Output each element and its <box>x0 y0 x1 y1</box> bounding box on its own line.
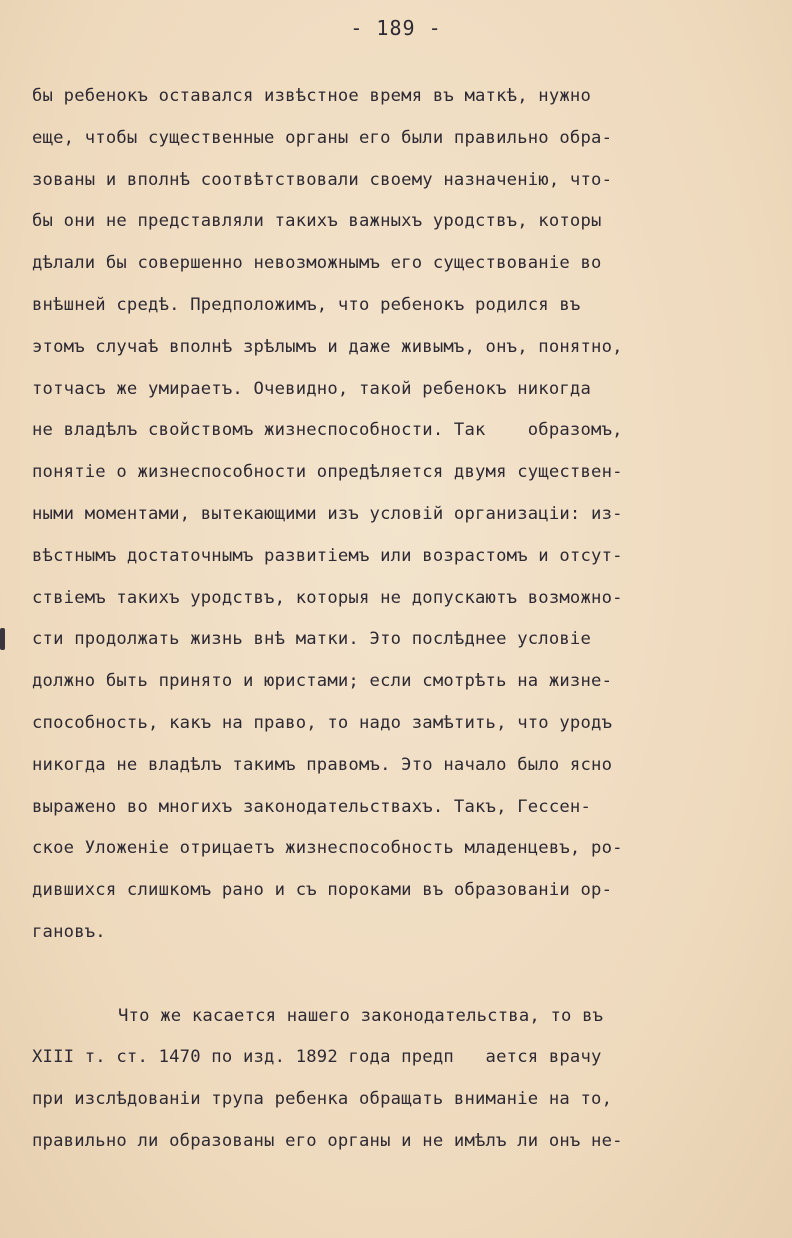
text-line: должно быть принято и юристами; если смотрѣть на жизне- <box>32 671 613 692</box>
text-line: бы они не представляли такихъ важныхъ уродствъ, которы <box>32 211 602 232</box>
text-line: еще, чтобы существенные органы его были правильно обра- <box>32 127 613 148</box>
text-line: выражено во многихъ законодательствахъ. Такъ, Гессен- <box>32 796 592 817</box>
text-line: зованы и вполнѣ соотвѣтствовали своему назначенію, что- <box>32 169 613 190</box>
text-line: ными моментами, вытекающими изъ условій организаціи: из- <box>32 503 623 524</box>
paragraph-2 <box>32 1002 762 1169</box>
text-line: тотчасъ же умираетъ. Очевидно, такой ребенокъ никогда <box>32 378 592 399</box>
text-line: дѣлали бы совершенно невозможнымъ его существованіе во <box>32 253 602 274</box>
body-text <box>32 82 762 1169</box>
text-line: правильно ли образованы его органы и не имѣлъ ли онъ не- <box>32 1130 623 1151</box>
text-line: этомъ случаѣ вполнѣ зрѣлымъ и даже живымъ, онъ, понятно, <box>32 336 623 357</box>
margin-mark <box>0 628 5 650</box>
text-line: ское Уложеніе отрицаетъ жизнеспособность младенцевъ, ро- <box>32 838 623 859</box>
text-line: XIII т. ст. 1470 по изд. 1892 года предп ается врачу <box>32 1047 602 1068</box>
paragraph-1 <box>32 82 762 960</box>
text-line: не владѣлъ свойствомъ жизнеспособности. Так образомъ, <box>32 420 623 441</box>
text-line: способность, какъ на право, то надо замѣтить, что уродъ <box>32 712 613 733</box>
text-line: понятіе о жизнеспособности опредѣляется двумя существен- <box>32 462 623 483</box>
paragraph-gap <box>32 960 762 1002</box>
text-line: бы ребенокъ оставался извѣстное время въ маткѣ, нужно <box>32 86 592 106</box>
text-line: сти продолжать жизнь внѣ матки. Это послѣднее условіе <box>32 629 592 650</box>
page-number: - 189 - <box>350 16 442 40</box>
text-line: Что же касается нашего законодательства, то въ <box>118 1005 604 1026</box>
text-line: ствіемъ такихъ уродствъ, которыя не допускаютъ возможно- <box>32 587 623 608</box>
text-line: дившихся слишкомъ рано и съ пороками въ образованіи ор- <box>32 880 613 901</box>
text-line: при изслѣдованіи трупа ребенка обращать вниманіе на то, <box>32 1089 613 1110</box>
text-line: внѣшней средѣ. Предположимъ, что ребенокъ родился въ <box>32 294 581 315</box>
text-line: никогда не владѣлъ такимъ правомъ. Это начало было ясно <box>32 754 613 775</box>
text-line: вѣстнымъ достаточнымъ развитіемъ или возрастомъ и отсут- <box>32 545 623 566</box>
text-line: гановъ. <box>32 921 106 942</box>
